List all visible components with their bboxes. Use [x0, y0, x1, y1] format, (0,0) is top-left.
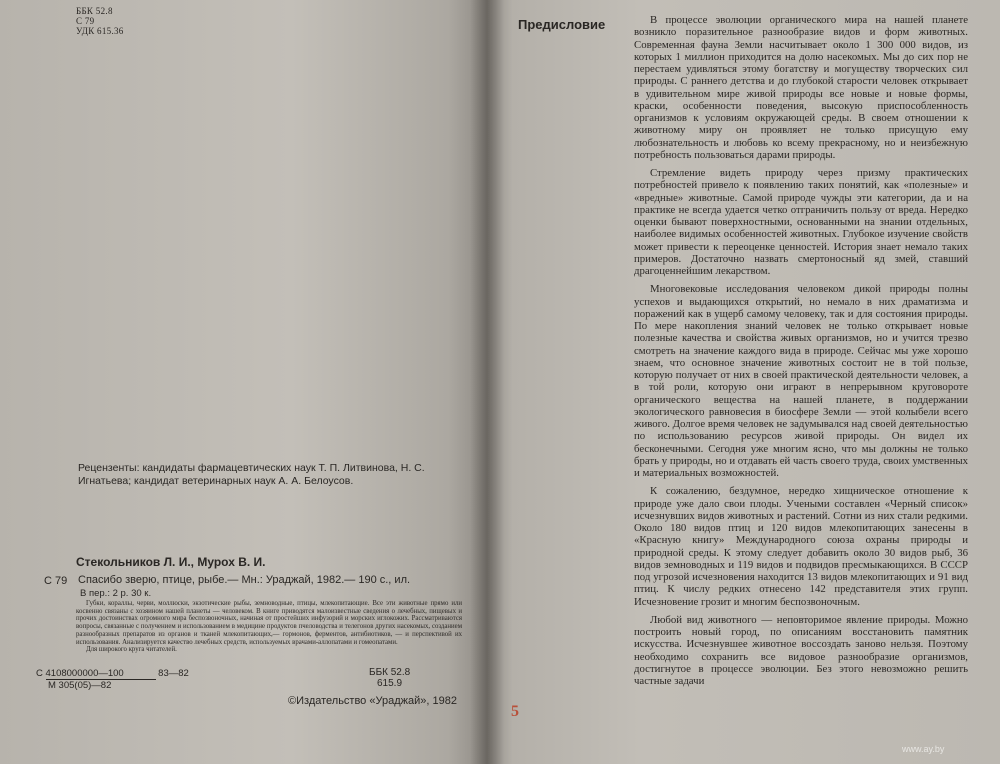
paragraph: К сожалению, бездумное, нередко хищническое отношение к природе уже дало свои плоды. Учеными составлен «Черный список» исчезнувших видов животных и растений. Сотни из них стали редкими. Около 180 видов птиц и 120 видов млекопитающих занесены в «Красную книгу» Международного союза охраны природы и природной среды. К этому следует добавить около 30 видов рыб, 36 видов земноводных и 119 видов и подвидов пресмыкающихся. В СССР под угрозой исчезновения находится 13 видов млекопитающих и 91 вид птиц. К числу редких отнесено 142 представителя этих групп. Исчезновение грозит и многим беспозвоночным. — [634, 485, 968, 608]
paragraph: Многовековые исследования человеком дикой природы полны успехов и выдающихся открытий, но немало в них драматизма и поражений как в ущерб самому человеку, так и для состояния природы. По мере накопления знаний человек не только открывает новые полезные качества и свойства живых организмов, но и учится трезво смотреть на значение каждого вида в природе. Сейчас мы уже хорошо знаем, что основное значение животных состоит не в той пользе, которую получает от них в своей практической деятельности человек, а в той роли, которую они играют в непрерывном круговороте органического вещества на нашей планете, в поддержании экологического равновесия в биосфере Земли — этой колыбели всего живого. Долгое время человек не задумывался над своей деятельностью по использованию ресурсов живой природы. Он видел их бесконечными. Сегодня уже многим ясно, что мы должны не только брать у природы, но и отдавать ей часть своего труда, своих умственных и материальных возможностей. — [634, 283, 968, 479]
watermark: www.ay.by — [902, 744, 945, 754]
page-number: 5 — [511, 703, 519, 720]
bbk-code: ББК 52.8 — [76, 6, 113, 16]
catalog-index: С 79 — [76, 16, 95, 26]
paragraph: Стремление видеть природу через призму практических потребностей привело к появлению таких понятий, как «полезные» и «вредные» животные. Самой природе чужды эти категории, да и на практике не всегда удается четко отграничить пользу от вреда. Нередко оценки бывают поверхностными, основанными на знании отдельных, наиболее видимых особенностей животных. Глубокое изучение свойств может привести к переоценке ценностей. История знает немало таких примеров. Достаточно назвать смертоносный яд змей, ставший драгоценнейшим лекарством. — [634, 167, 968, 277]
reviewers: Рецензенты: кандидаты фармацевтических наук Т. П. Литвинова, Н. С. Игнатьева; кандидат ветеринарных наук А. А. Белоусов. — [78, 462, 425, 487]
page-title: Предисловие — [518, 17, 606, 32]
paragraph: Любой вид животного — неповторимое явление природы. Можно построить новый город, по описаниям восстановить памятник искусства. Исчезнувшее животное воссоздать заново нельзя. Поэтому необходимо сохранить все видовое разнообразие организмов, достигнутое в процессе эволюции. Без этого невозможно решить частные задачи — [634, 613, 968, 687]
bbk-line-2: 615.9 — [377, 678, 403, 689]
catalog-code: С 79 — [44, 575, 68, 587]
publication-code — [36, 668, 189, 691]
pub-code-right: 83—82 — [158, 668, 189, 679]
udk-code: УДК 615.36 — [76, 26, 124, 36]
left-page — [0, 0, 487, 764]
annotation-audience: Для широкого круга читателей. — [86, 646, 177, 654]
preface-text — [634, 14, 968, 689]
bbk-block — [369, 667, 410, 689]
pub-code-prefix: С — [36, 668, 43, 679]
pub-code-numerator: 4108000000—100 — [46, 668, 156, 680]
copyright: ©Издательство «Ураджай», 1982 — [288, 695, 457, 707]
authors: Стекольников Л. И., Мурох В. И. — [76, 555, 266, 569]
pub-code-denominator: М 305(05)—82 — [48, 680, 112, 691]
catalog-title: Спасибо зверю, птице, рыбе.— Мн.: Ураджай, 1982.— 190 с., ил. — [78, 574, 411, 586]
classification-codes — [76, 6, 124, 36]
annotation-text: Губки, кораллы, черви, моллюски, экзотические рыбы, земноводные, птицы, млекопитающие. Все эти животные прямо или косвенно связаны с хозяином нашей планеты — человеком. В книге приводятся малоизвестные сведения о лечебных, пищевых и прочих достоинствах огромного мира беспозвоночных, начиная от простейших инфузорий и морских иглокожих. Рассматриваются вопросы, связанные с получением и использованием в медицине продуктов пчеловодства и телегонов других насекомых, созданием разнообразных препаратов из органов и тканей млекопитающих,— гормонов, ферментов, антибиотиков, — и перспективой их использования. Анализируется качество лечебных средств, используемых врачами-аллопатами и гомеопатами. — [76, 600, 462, 646]
price: В пер.: 2 р. 30 к. — [80, 588, 152, 599]
book-gutter — [470, 0, 504, 764]
bbk-line-1: ББК 52.8 — [369, 667, 411, 678]
paragraph: В процессе эволюции органического мира на нашей планете возникло поразительное разнообразие видов и форм животных. Современная фауна Земли насчитывает около 1 300 000 видов, из которых 1 миллион приходится на долю насекомых. Мы до сих пор не перестаем удивляться этому богатству и могуществу творческих сил природы. С раннего детства и до глубокой старости человек открывает в удивительном мире живой природы все новые и новые формы, краски, особенности поведения, высокую приспособленность организмов к условиям окружающей среды. В своем отношении к животному миру он проявляет не только присущую ему любознательность и любовь ко всему прекрасному, но и неизбежную потребность пользоваться дарами природы. — [634, 14, 968, 161]
annotation — [76, 600, 462, 654]
